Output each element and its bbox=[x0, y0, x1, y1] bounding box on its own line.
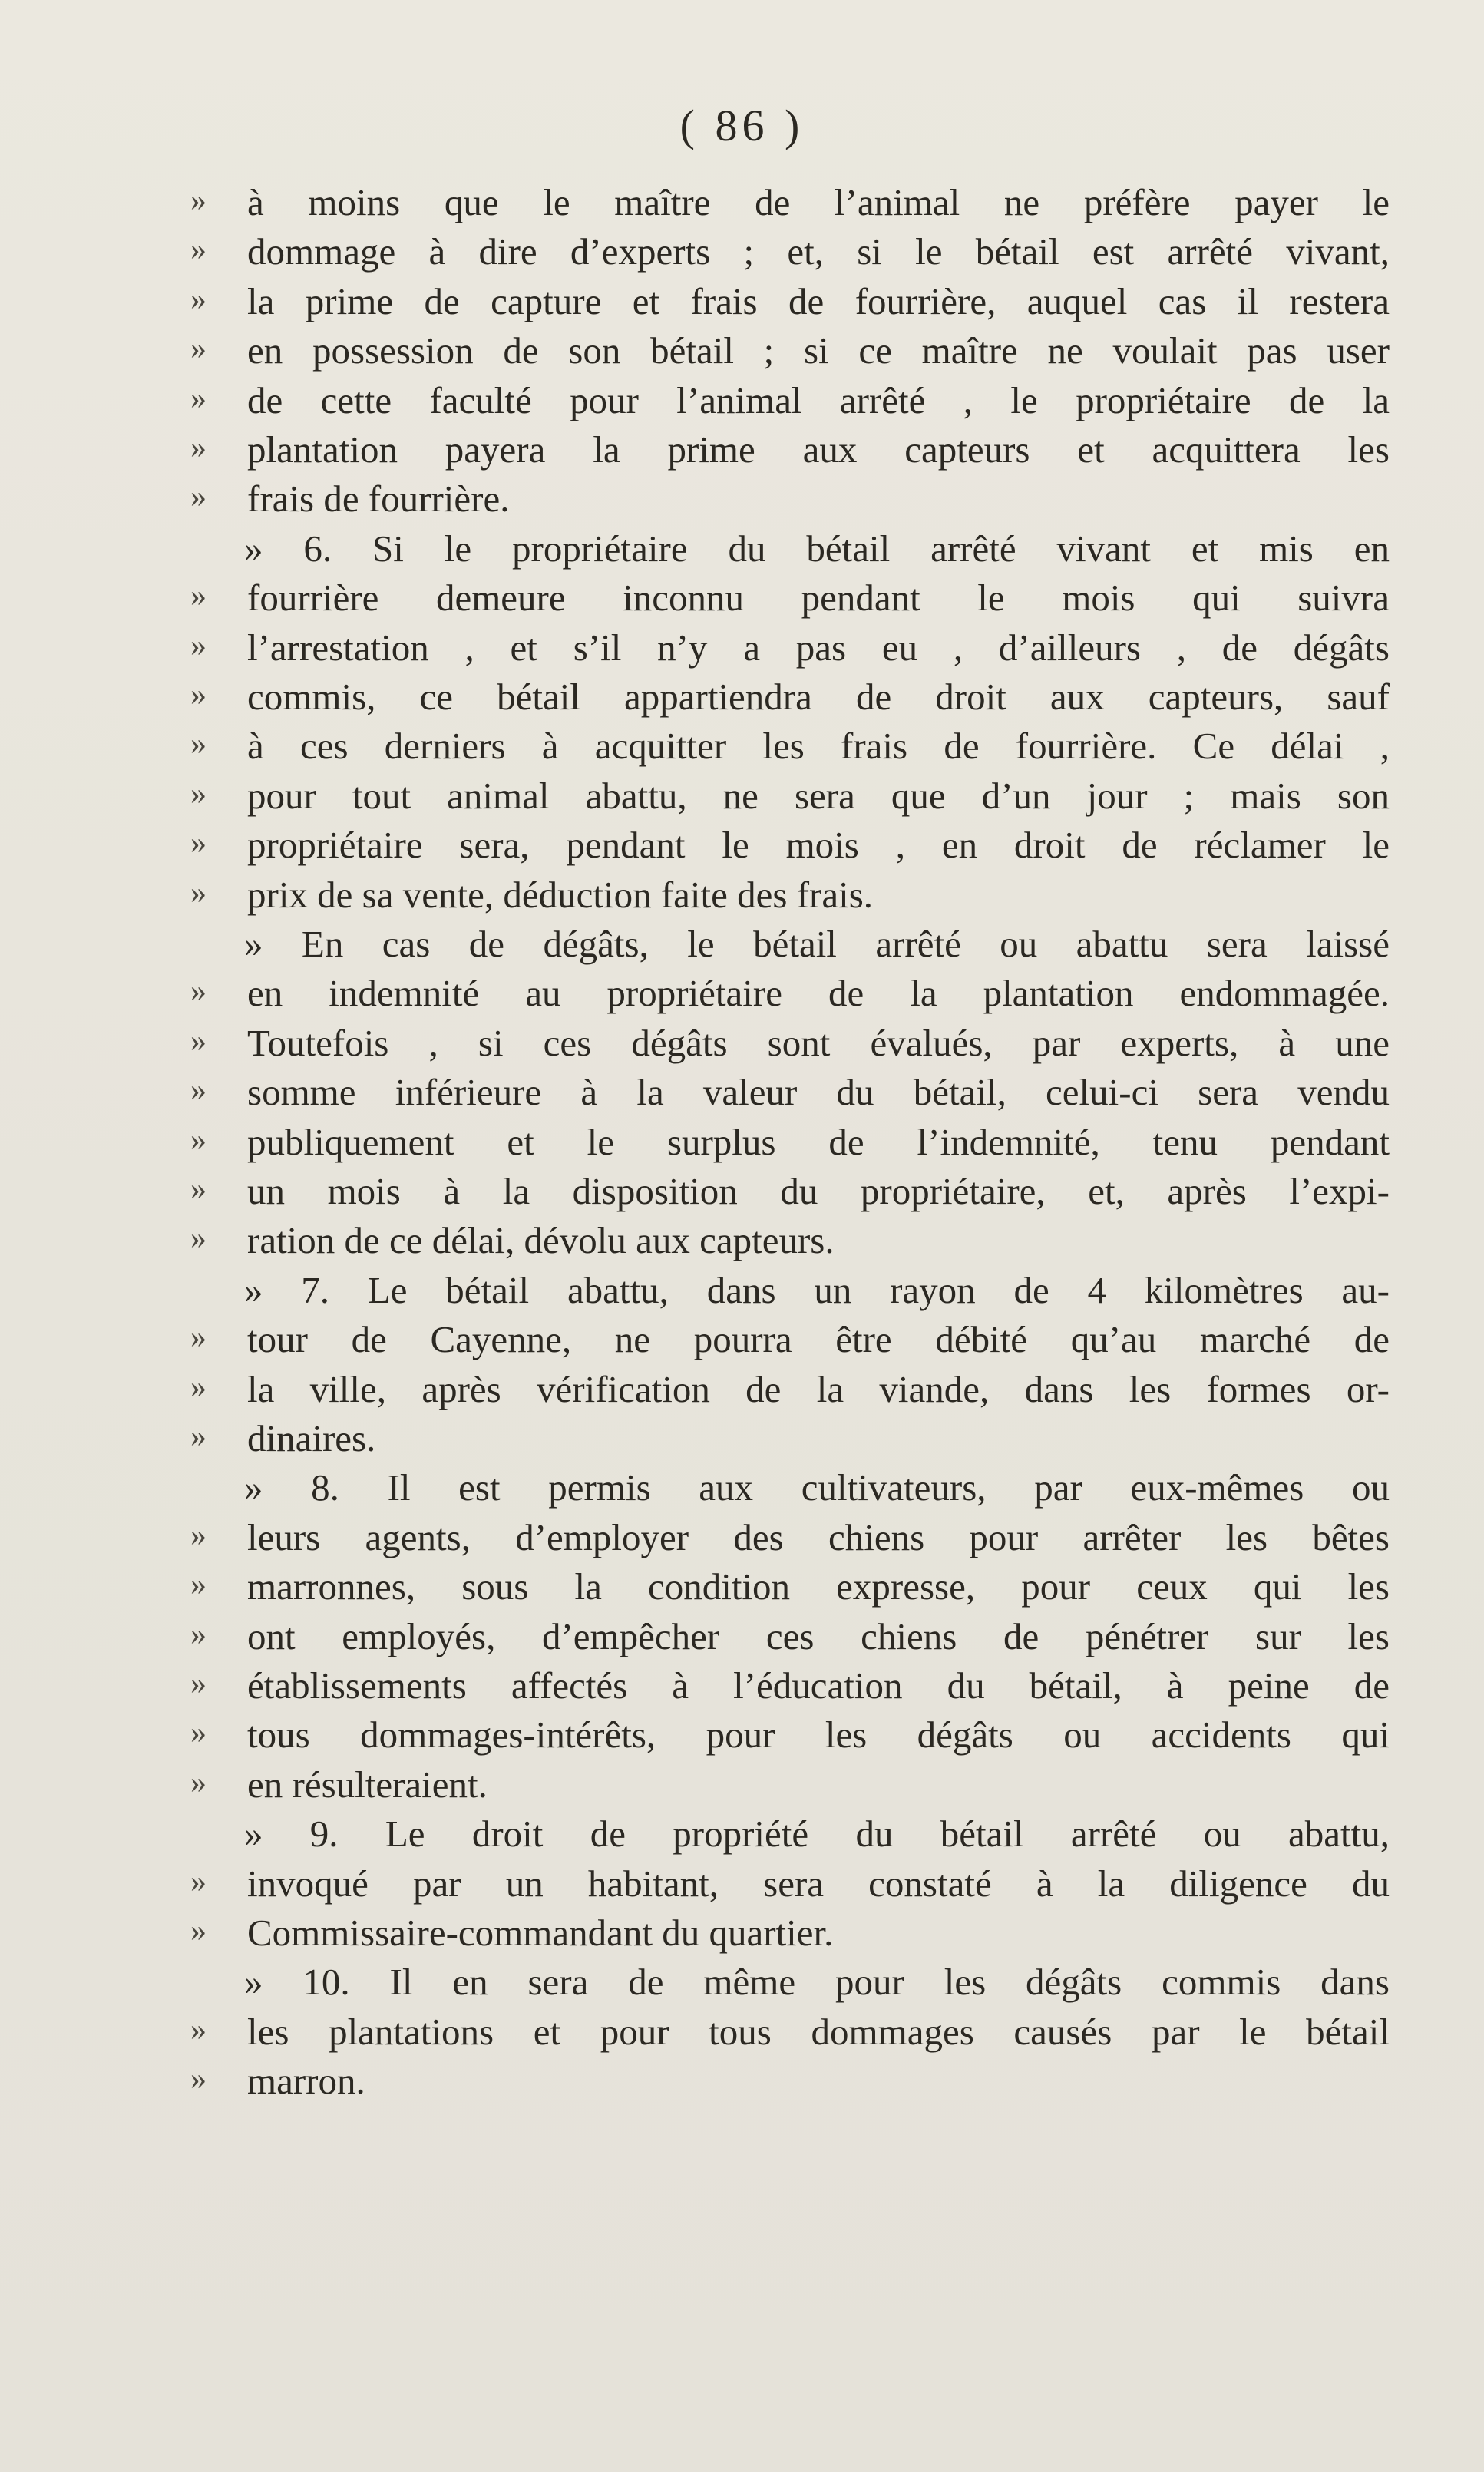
line-text: les plantations et pour tous dommages causés par le bétail bbox=[247, 2010, 1390, 2053]
text-line bbox=[0, 1760, 1484, 1809]
line-text: en indemnité au propriétaire de la plantation endommagée. bbox=[247, 972, 1390, 1015]
line-text: de cette faculté pour l’animal arrêté , le propriétaire de la bbox=[247, 378, 1390, 421]
line-text: à moins que le maître de l’animal ne préfère payer le bbox=[247, 181, 1390, 223]
line-text: prix de sa vente, déduction faite des frais. bbox=[247, 873, 874, 916]
text-line bbox=[0, 1612, 1484, 1661]
line-text: dommage à dire d’experts ; et, si le bétail est arrêté vivant, bbox=[247, 230, 1390, 273]
line-text: la prime de capture et frais de fourrière, auquel cas il restera bbox=[247, 279, 1390, 322]
text-line bbox=[0, 1019, 1484, 1068]
line-text: frais de fourrière. bbox=[247, 478, 510, 521]
line-text: somme inférieure à la valeur du bétail, celui-ci sera vendu bbox=[247, 1071, 1390, 1114]
quotation-marker: » bbox=[190, 1122, 207, 1158]
quotation-marker: » bbox=[190, 874, 207, 910]
text-line bbox=[0, 821, 1484, 870]
quotation-marker: » bbox=[190, 1369, 207, 1405]
line-text: établissements affectés à l’éducation du bétail, à peine de bbox=[247, 1664, 1390, 1707]
text-line bbox=[0, 1118, 1484, 1167]
paragraph-first-line: » 10. Il en sera de même pour les dégâts commis dans bbox=[244, 1961, 1390, 2004]
text-line bbox=[0, 1365, 1484, 1414]
line-text: marronnes, sous la condition expresse, pour ceux qui les bbox=[247, 1565, 1390, 1608]
text-line bbox=[0, 227, 1484, 276]
line-text: commis, ce bétail appartiendra de droit aux capteurs, sauf bbox=[247, 676, 1390, 718]
text-line bbox=[0, 1909, 1484, 1958]
quotation-marker: » bbox=[190, 281, 207, 317]
text-line bbox=[0, 969, 1484, 1018]
text-line bbox=[0, 326, 1484, 375]
line-text: propriétaire sera, pendant le mois , en droit de réclamer le bbox=[247, 824, 1390, 867]
quotation-marker: » bbox=[190, 479, 207, 515]
quotation-marker: » bbox=[190, 1517, 207, 1553]
quotation-marker: » bbox=[190, 1616, 207, 1652]
quotation-marker: » bbox=[190, 1023, 207, 1059]
text-line bbox=[0, 1068, 1484, 1117]
quotation-marker: » bbox=[190, 973, 207, 1010]
text-line bbox=[0, 1167, 1484, 1216]
line-text: marron. bbox=[247, 2060, 365, 2103]
text-line bbox=[0, 474, 1484, 524]
text-line bbox=[0, 178, 1484, 227]
text-line bbox=[0, 623, 1484, 673]
text-line bbox=[0, 772, 1484, 821]
line-text: leurs agents, d’employer des chiens pour arrêter les bêtes bbox=[247, 1515, 1390, 1558]
quotation-marker: » bbox=[190, 775, 207, 811]
line-text: en résulteraient. bbox=[247, 1763, 488, 1806]
line-text: l’arrestation , et s’il n’y a pas eu , d’ailleurs , de dégâts bbox=[247, 626, 1390, 669]
quotation-marker: » bbox=[190, 1072, 207, 1109]
text-line bbox=[0, 1958, 1484, 2007]
line-text: ont employés, d’empêcher ces chiens de pénétrer sur les bbox=[247, 1614, 1390, 1657]
quotation-marker: » bbox=[190, 1715, 207, 1751]
text-line bbox=[0, 1463, 1484, 1512]
text-line bbox=[0, 277, 1484, 326]
text-line bbox=[0, 2057, 1484, 2106]
text-line bbox=[0, 1216, 1484, 1265]
paragraph-first-line: » 7. Le bétail abattu, dans un rayon de 4 kilomètres au- bbox=[244, 1268, 1390, 1311]
line-text: en possession de son bétail ; si ce maître ne voulait pas user bbox=[247, 329, 1390, 372]
text-line bbox=[0, 1809, 1484, 1859]
paragraph-first-line: » 9. Le droit de propriété du bétail arrêté ou abattu, bbox=[244, 1813, 1390, 1856]
paragraph-first-line: » 8. Il est permis aux cultivateurs, par eux-mêmes ou bbox=[244, 1466, 1390, 1509]
text-line bbox=[0, 425, 1484, 474]
text-line bbox=[0, 376, 1484, 425]
line-text: invoqué par un habitant, sera constaté à la diligence du bbox=[247, 1862, 1390, 1905]
text-line bbox=[0, 920, 1484, 969]
text-line bbox=[0, 722, 1484, 771]
quotation-marker: » bbox=[190, 825, 207, 861]
quotation-marker: » bbox=[190, 1320, 207, 1356]
text-line bbox=[0, 871, 1484, 920]
quotation-marker: » bbox=[190, 1172, 207, 1207]
quotation-marker: » bbox=[190, 2061, 207, 2097]
page-number: ( 86 ) bbox=[679, 101, 805, 150]
quotation-marker: » bbox=[190, 578, 207, 614]
quotation-marker: » bbox=[190, 331, 207, 367]
quotation-marker: » bbox=[190, 1764, 207, 1800]
text-line bbox=[0, 2008, 1484, 2057]
text-line bbox=[0, 1562, 1484, 1611]
line-text: à ces derniers à acquitter les frais de fourrière. Ce délai , bbox=[247, 725, 1390, 768]
text-line bbox=[0, 1315, 1484, 1364]
text-line bbox=[0, 1513, 1484, 1562]
paragraph-first-line: » En cas de dégâts, le bétail arrêté ou abattu sera laissé bbox=[244, 923, 1390, 965]
quotation-marker: » bbox=[190, 677, 207, 712]
quotation-marker: » bbox=[190, 1419, 207, 1454]
text-line bbox=[0, 673, 1484, 722]
line-text: tour de Cayenne, ne pourra être débité qu’au marché de bbox=[247, 1318, 1390, 1361]
text-line bbox=[0, 524, 1484, 573]
text-line bbox=[0, 1266, 1484, 1315]
quotation-marker: » bbox=[190, 232, 207, 268]
quotation-marker: » bbox=[190, 1666, 207, 1701]
quotation-marker: » bbox=[190, 1863, 207, 1899]
line-text: tous dommages-intérêts, pour les dégâts ou accidents qui bbox=[247, 1714, 1390, 1757]
line-text: Toutefois , si ces dégâts sont évalués, par experts, à une bbox=[247, 1021, 1390, 1064]
quotation-marker: » bbox=[190, 1221, 207, 1257]
line-text: la ville, après vérification de la viande, dans les formes or- bbox=[247, 1367, 1390, 1410]
text-line bbox=[0, 1710, 1484, 1760]
text-line bbox=[0, 573, 1484, 623]
text-line bbox=[0, 1661, 1484, 1710]
line-text: plantation payera la prime aux capteurs et acquittera les bbox=[247, 428, 1390, 471]
quotation-marker: » bbox=[190, 1913, 207, 1948]
line-text: un mois à la disposition du propriétaire, et, après l’expi- bbox=[247, 1170, 1390, 1212]
quotation-marker: » bbox=[190, 183, 207, 218]
paragraph-first-line: » 6. Si le propriétaire du bétail arrêté vivant et mis en bbox=[244, 527, 1390, 570]
line-text: Commissaire-commandant du quartier. bbox=[247, 1912, 834, 1954]
quotation-marker: » bbox=[190, 430, 207, 465]
line-text: ration de ce délai, dévolu aux capteurs. bbox=[247, 1219, 835, 1262]
quotation-marker: » bbox=[190, 1567, 207, 1603]
line-text: dinaires. bbox=[247, 1417, 376, 1459]
line-text: pour tout animal abattu, ne sera que d’un jour ; mais son bbox=[247, 774, 1390, 817]
line-text: publiquement et le surplus de l’indemnité, tenu pendant bbox=[247, 1120, 1390, 1163]
quotation-marker: » bbox=[190, 726, 207, 762]
quotation-marker: » bbox=[190, 2011, 207, 2047]
quotation-marker: » bbox=[190, 627, 207, 663]
quotation-marker: » bbox=[190, 380, 207, 416]
text-line bbox=[0, 1414, 1484, 1463]
line-text: fourrière demeure inconnu pendant le mois qui suivra bbox=[247, 577, 1390, 620]
text-line bbox=[0, 1859, 1484, 1909]
